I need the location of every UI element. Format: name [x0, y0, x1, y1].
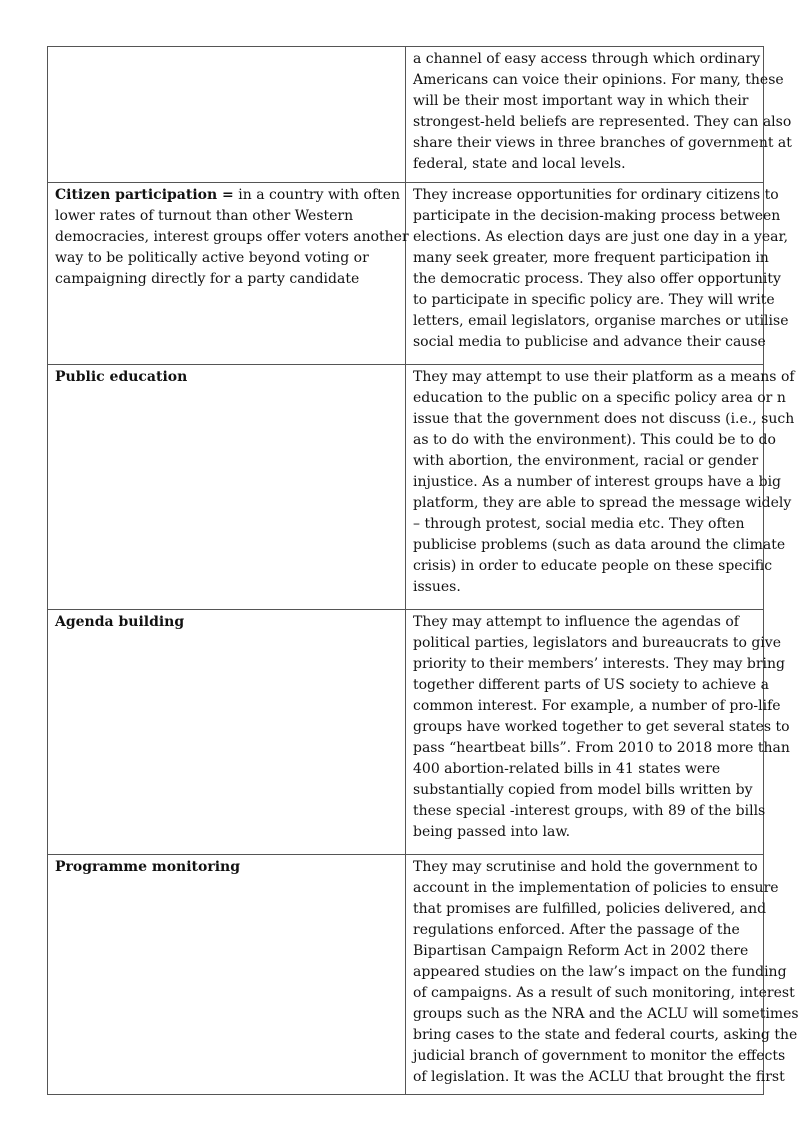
- right-cell: [406, 610, 790, 855]
- text-line: Bipartisan Campaign Reform Act in 2002 there: [413, 943, 749, 959]
- text-line: political parties, legislators and bureaucrats to give: [413, 635, 782, 651]
- text-line: injustice. As a number of interest groups have a big: [413, 474, 782, 490]
- text-line: with abortion, the environment, racial or gender: [413, 453, 759, 469]
- interest-group-functions-table: [47, 46, 799, 1095]
- text-line: a channel of easy access through which ordinary: [413, 51, 761, 67]
- text-line: regulations enforced. After the passage of the: [413, 922, 740, 938]
- text-line: They may attempt to use their platform as a means of: [413, 369, 795, 385]
- text-line: They may attempt to influence the agendas of: [413, 614, 739, 630]
- left-cell: [48, 610, 406, 855]
- text-line: many seek greater, more frequent participation in: [413, 250, 769, 266]
- text-line: share their views in three branches of government at: [413, 135, 792, 151]
- text-line: issues.: [413, 579, 461, 595]
- table-row: [48, 47, 764, 183]
- text-line: 400 abortion-related bills in 41 states were: [413, 761, 721, 777]
- row-term: Programme monitoring: [55, 859, 241, 875]
- text-line: lower rates of turnout than other Western: [55, 208, 354, 224]
- text-line: together different parts of US society to achieve a: [413, 677, 769, 693]
- text-line: – through protest, social media etc. They often: [413, 516, 745, 532]
- text-line: platform, they are able to spread the message widely: [413, 495, 792, 511]
- text-line: education to the public on a specific policy area or n: [413, 390, 786, 406]
- text-line: [55, 185, 401, 206]
- text-line: to participate in specific policy are. They will write: [413, 292, 775, 308]
- table-row: [48, 610, 764, 855]
- text-line: the democratic process. They also offer opportunity: [413, 271, 781, 287]
- text-line: common interest. For example, a number of pro-life: [413, 698, 781, 714]
- row-term-description: in a country with often: [233, 187, 401, 203]
- text-line: elections. As election days are just one day in a year,: [413, 229, 789, 245]
- text-line: substantially copied from model bills written by: [413, 782, 753, 798]
- text-line: as to do with the environment). This could be to do: [413, 432, 776, 448]
- text-line: participate in the decision-making process between: [413, 208, 781, 224]
- text-line: pass “heartbeat bills”. From 2010 to 2018 more than: [413, 740, 790, 756]
- text-line: account in the implementation of policies to ensure: [413, 880, 779, 896]
- table-row: [48, 855, 764, 1095]
- text-line: They increase opportunities for ordinary citizens to: [413, 187, 779, 203]
- text-line: They may scrutinise and hold the government to: [413, 859, 758, 875]
- table-row: [48, 365, 764, 610]
- text-line: judicial branch of government to monitor the effects: [413, 1048, 786, 1064]
- text-line: way to be politically active beyond voting or: [55, 250, 369, 266]
- text-line: being passed into law.: [413, 824, 571, 840]
- text-line: bring cases to the state and federal courts, asking the: [413, 1027, 798, 1043]
- text-line: groups have worked together to get several states to: [413, 719, 790, 735]
- text-line: will be their most important way in which their: [413, 93, 749, 109]
- text-line: publicise problems (such as data around the climate: [413, 537, 786, 553]
- text-line: federal, state and local levels.: [413, 156, 626, 172]
- text-line: of campaigns. As a result of such monitoring, interest: [413, 985, 795, 1001]
- row-term: Citizen participation =: [55, 187, 234, 203]
- table-row: [48, 183, 764, 365]
- text-line: social media to publicise and advance their cause: [413, 334, 766, 350]
- right-cell: [406, 183, 789, 365]
- text-line: that promises are fulfilled, policies delivered, and: [413, 901, 767, 917]
- right-cell: [406, 47, 792, 183]
- text-line: crisis) in order to educate people on these specific: [413, 558, 773, 574]
- text-line: issue that the government does not discuss (i.e., such: [413, 411, 795, 427]
- left-cell: [48, 855, 406, 1095]
- text-line: democracies, interest groups offer voters another: [55, 229, 409, 245]
- text-line: appeared studies on the law’s impact on the funding: [413, 964, 787, 980]
- text-line: these special -interest groups, with 89 of the bills: [413, 803, 766, 819]
- left-cell: [48, 183, 409, 365]
- row-term: Public education: [55, 369, 188, 385]
- text-line: letters, email legislators, organise marches or utilise: [413, 313, 789, 329]
- left-cell: [48, 365, 406, 610]
- text-line: groups such as the NRA and the ACLU will sometimes: [413, 1006, 799, 1022]
- left-cell: [48, 47, 406, 183]
- text-line: strongest-held beliefs are represented. They can also: [413, 114, 792, 130]
- right-cell: [406, 855, 799, 1095]
- text-line: of legislation. It was the ACLU that brought the first: [413, 1069, 785, 1085]
- right-cell: [406, 365, 795, 610]
- text-line: priority to their members’ interests. They may bring: [413, 656, 785, 672]
- text-line: Americans can voice their opinions. For many, these: [413, 72, 784, 88]
- text-line: campaigning directly for a party candidate: [55, 271, 360, 287]
- row-term: Agenda building: [55, 614, 185, 630]
